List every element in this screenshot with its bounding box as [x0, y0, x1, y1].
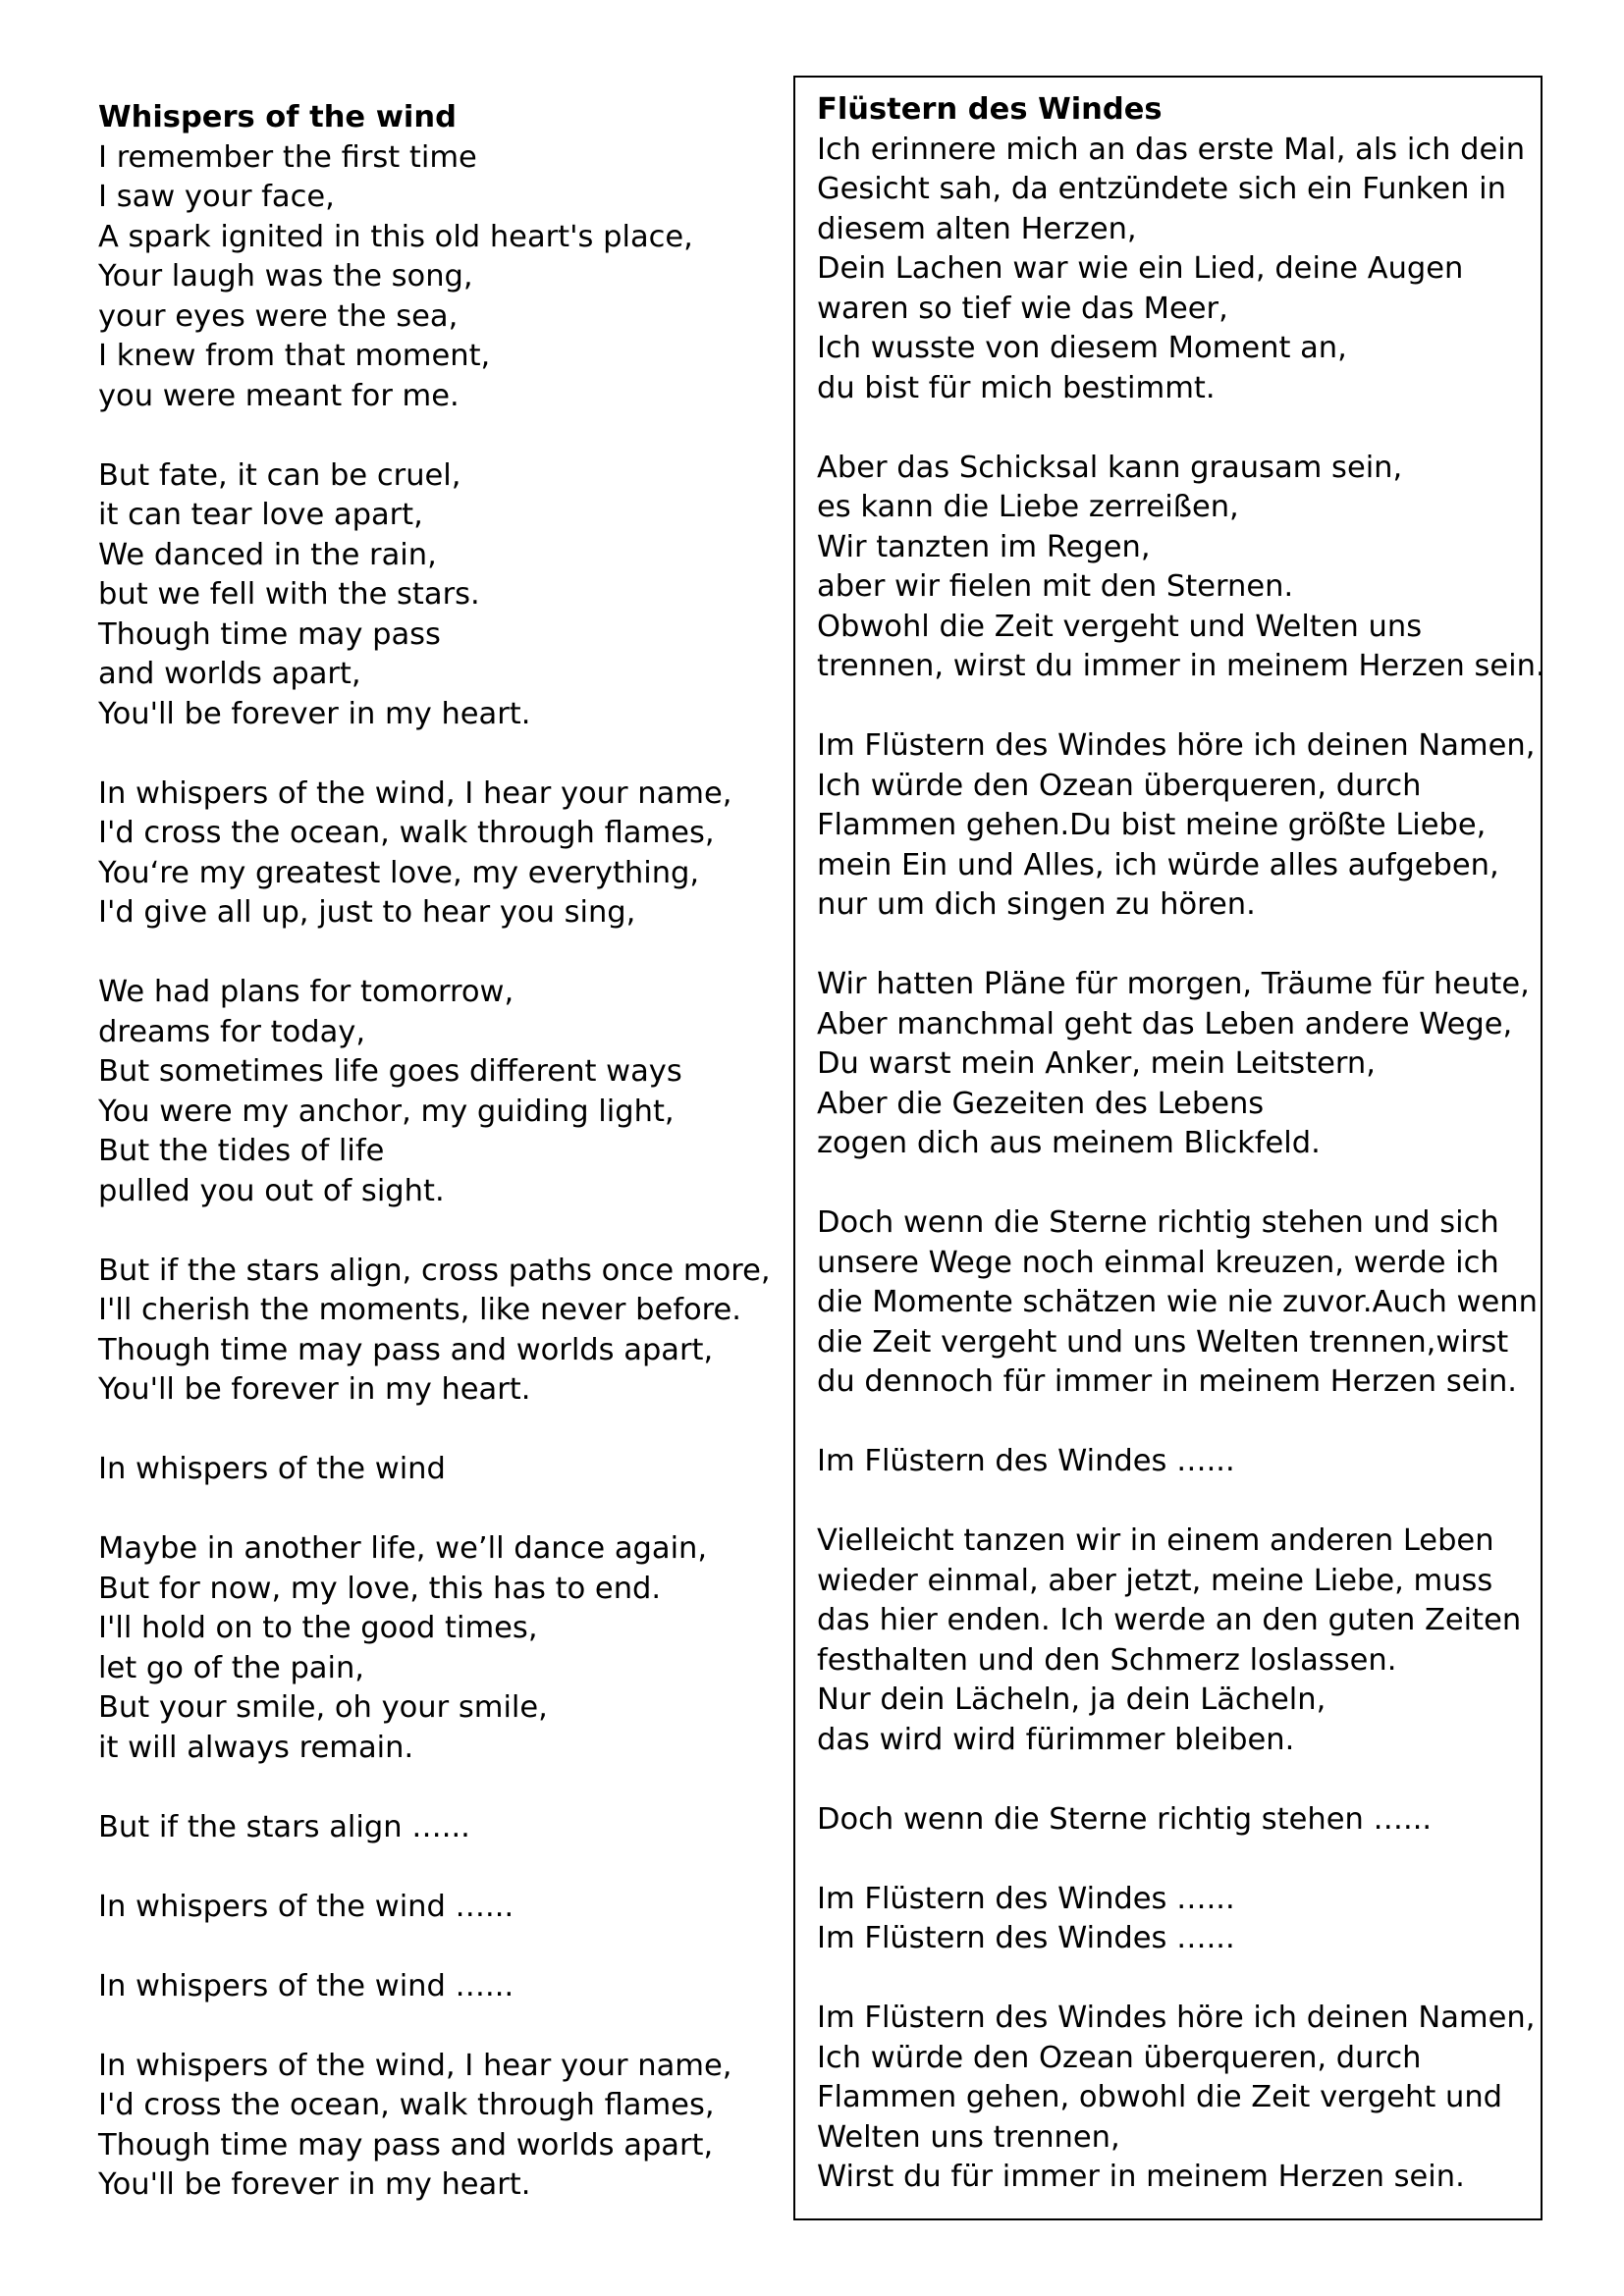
english-lyric-line: But if the stars align …... — [98, 1809, 470, 1844]
english-lyric-line: it can tear love apart, — [98, 498, 423, 532]
english-lyric-line: You'll be forever in my heart. — [98, 2167, 531, 2202]
english-lyric-line: Though time may pass and worlds apart, — [98, 2127, 714, 2163]
german-stanza — [817, 726, 1536, 926]
german-lyric-line: Doch wenn die Sterne richtig stehen und sich — [817, 1205, 1499, 1240]
english-lyric-line: But your smile, oh your smile, — [98, 1690, 548, 1725]
english-lyric-line: Though time may pass and worlds apart, — [98, 1332, 714, 1367]
english-lyric-line: But fate, it can be cruel, — [98, 457, 461, 493]
german-lyric-line: Wirst du für immer in meinem Herzen sein. — [817, 2160, 1465, 2194]
german-lyrics-column — [817, 90, 1545, 2198]
english-lyric-line: But for now, my love, this has to end. — [98, 1571, 662, 1606]
german-lyric-line: diesem alten Herzen, — [817, 211, 1137, 246]
german-lyric-line: Aber manchmal geht das Leben andere Wege, — [817, 1006, 1513, 1041]
german-lyric-line: Wir hatten Pläne für morgen, Träume für heute, — [817, 967, 1530, 1001]
german-lyric-line: Du warst mein Anker, mein Leitstern, — [817, 1046, 1376, 1081]
english-lyric-line: let go of the pain, — [98, 1650, 365, 1685]
english-lyrics-column — [98, 98, 771, 2206]
german-lyric-line: du dennoch für immer in meinem Herzen sein. — [817, 1364, 1517, 1399]
german-lyric-line: Aber das Schicksal kann grausam sein, — [817, 450, 1403, 485]
german-lyric-line: Welten uns trennen, — [817, 2119, 1120, 2155]
german-lyric-line: Wir tanzten im Regen, — [817, 529, 1151, 564]
german-lyric-line: Vielleicht tanzen wir in einem anderen Leben — [817, 1523, 1494, 1558]
german-lyric-line: waren so tief wie das Meer, — [817, 291, 1228, 326]
english-lyric-line: I'd cross the ocean, walk through flames, — [98, 816, 715, 850]
english-stanza — [98, 138, 766, 417]
english-lyric-line: You‘re my greatest love, my everything, — [98, 855, 700, 890]
english-lyric-line: You'll be forever in my heart. — [98, 1372, 531, 1407]
german-stanza — [817, 965, 1530, 1164]
english-lyric-line: A spark ignited in this old heart's place, — [98, 219, 693, 254]
english-lyric-line: I'd give all up, just to hear you sing, — [98, 895, 636, 930]
english-lyric-line: In whispers of the wind …... — [98, 1968, 514, 2003]
german-lyric-line: Ich wusste von diesem Moment an, — [817, 331, 1347, 365]
english-lyric-line: But if the stars align, cross paths once more, — [98, 1253, 771, 1288]
german-lyric-line: die Momente schätzen wie nie zuvor.Auch wenn — [817, 1285, 1538, 1319]
german-lyric-line: das wird wird fürimmer bleiben. — [817, 1722, 1295, 1757]
german-lyric-line: du bist für mich bestimmt. — [817, 370, 1216, 405]
english-lyric-line: In whispers of the wind — [98, 1452, 446, 1486]
german-lyric-line: Im Flüstern des Windes höre ich deinen Namen, — [817, 2001, 1536, 2035]
german-lyric-line: unsere Wege noch einmal kreuzen, werde ich — [817, 1245, 1499, 1280]
german-stanza — [817, 1522, 1524, 1760]
german-lyric-line: das hier enden. Ich werde an den guten Zeiten — [817, 1603, 1522, 1637]
english-lyric-line: dreams for today, — [98, 1014, 366, 1049]
english-stanza — [98, 774, 766, 934]
english-lyric-line: Maybe in another life, we’ll dance again, — [98, 1531, 708, 1566]
german-lyric-line: mein Ein und Alles, ich würde alles aufgeben, — [817, 847, 1499, 882]
english-lyric-line: it will always remain. — [98, 1730, 414, 1765]
english-lyric-line: We had plans for tomorrow, — [98, 975, 514, 1009]
english-lyric-line: but we fell with the stars. — [98, 577, 480, 612]
german-lyric-line: Im Flüstern des Windes …... — [817, 1444, 1235, 1478]
english-lyric-line: I remember the first time — [98, 139, 477, 175]
english-stanza — [98, 2047, 766, 2206]
english-lyric-line: But sometimes life goes different ways — [98, 1054, 682, 1089]
english-lyric-line: We danced in the rain, — [98, 537, 437, 572]
english-lyric-line: In whispers of the wind, I hear your name, — [98, 2048, 732, 2083]
english-lyric-line: you were meant for me. — [98, 378, 460, 413]
english-lyric-line: I saw your face, — [98, 180, 335, 214]
german-title: Flüstern des Windes — [817, 92, 1163, 127]
german-stanza — [817, 131, 1524, 409]
german-lyric-line: Doch wenn die Sterne richtig stehen …... — [817, 1801, 1433, 1837]
english-stanza — [98, 1888, 766, 1928]
german-stanza — [817, 449, 1545, 687]
german-lyric-line: Gesicht sah, da entzündete sich ein Funken in — [817, 172, 1506, 206]
german-lyric-line: Im Flüstern des Windes …... — [817, 1881, 1235, 1916]
german-lyric-line: Flammen gehen.Du bist meine größte Liebe, — [817, 808, 1487, 842]
english-stanza — [98, 456, 766, 735]
english-stanza — [98, 1252, 771, 1411]
german-lyric-line: es kann die Liebe zerreißen, — [817, 490, 1239, 524]
german-lyric-line: Ich würde den Ozean überqueren, durch — [817, 2040, 1422, 2075]
german-lyric-line: Ich erinnere mich an das erste Mal, als ich dein — [817, 132, 1526, 167]
english-lyric-line: I'll cherish the moments, like never before. — [98, 1293, 741, 1327]
german-stanza — [817, 1203, 1538, 1403]
english-lyric-line: and worlds apart, — [98, 657, 361, 691]
english-lyric-line: You were my anchor, my guiding light, — [98, 1094, 675, 1129]
english-stanza — [98, 1967, 766, 2007]
german-lyric-line: aber wir fielen mit den Sternen. — [817, 569, 1294, 604]
german-lyric-line: trennen, wirst du immer in meinem Herzen sein. — [817, 649, 1545, 683]
german-stanza — [817, 1880, 1524, 1959]
english-lyric-line: In whispers of the wind …... — [98, 1889, 514, 1924]
german-stanzas — [817, 131, 1545, 2198]
german-lyric-line: Ich würde den Ozean überqueren, durch — [817, 768, 1422, 803]
english-lyric-line: In whispers of the wind, I hear your name, — [98, 775, 732, 811]
english-lyric-line: I'll hold on to the good times, — [98, 1611, 538, 1645]
german-stanza — [817, 1800, 1524, 1841]
german-lyric-line: wieder einmal, aber jetzt, meine Liebe, muss — [817, 1563, 1493, 1598]
english-lyric-line: I'd cross the ocean, walk through flames, — [98, 2088, 715, 2122]
english-lyric-line: I knew from that moment, — [98, 339, 491, 373]
english-lyric-line: pulled you out of sight. — [98, 1173, 445, 1208]
german-stanza — [817, 1999, 1536, 2198]
english-lyric-line: You'll be forever in my heart. — [98, 696, 531, 731]
english-title: Whispers of the wind — [98, 100, 457, 134]
english-stanza — [98, 1808, 766, 1848]
english-stanzas — [98, 138, 771, 2206]
german-lyric-line: Im Flüstern des Windes höre ich deinen Namen, — [817, 728, 1536, 763]
german-lyric-line: Dein Lachen war wie ein Lied, deine Augen — [817, 251, 1464, 286]
english-stanza — [98, 973, 766, 1211]
english-lyric-line: Though time may pass — [98, 616, 441, 652]
german-lyric-line: Nur dein Lächeln, ja dein Lächeln, — [817, 1682, 1326, 1717]
german-lyric-line: nur um dich singen zu hören. — [817, 887, 1256, 922]
english-lyric-line: Your laugh was the song, — [98, 259, 473, 294]
german-lyric-line: die Zeit vergeht und uns Welten trennen,wirst — [817, 1324, 1509, 1360]
german-lyrics-box — [793, 76, 1543, 2220]
german-lyric-line: festhalten und den Schmerz loslassen. — [817, 1642, 1397, 1678]
german-lyric-line: Aber die Gezeiten des Lebens — [817, 1086, 1265, 1121]
german-stanza — [817, 1442, 1524, 1482]
english-stanza — [98, 1529, 766, 1768]
german-lyric-line: Flammen gehen, obwohl die Zeit vergeht und — [817, 2080, 1503, 2114]
german-lyric-line: Obwohl die Zeit vergeht und Welten uns — [817, 609, 1423, 644]
german-lyric-line: Im Flüstern des Windes …... — [817, 1921, 1235, 1955]
english-lyric-line: your eyes were the sea, — [98, 298, 459, 334]
english-lyric-line: But the tides of life — [98, 1134, 385, 1168]
english-stanza — [98, 1450, 766, 1490]
german-lyric-line: zogen dich aus meinem Blickfeld. — [817, 1126, 1321, 1160]
